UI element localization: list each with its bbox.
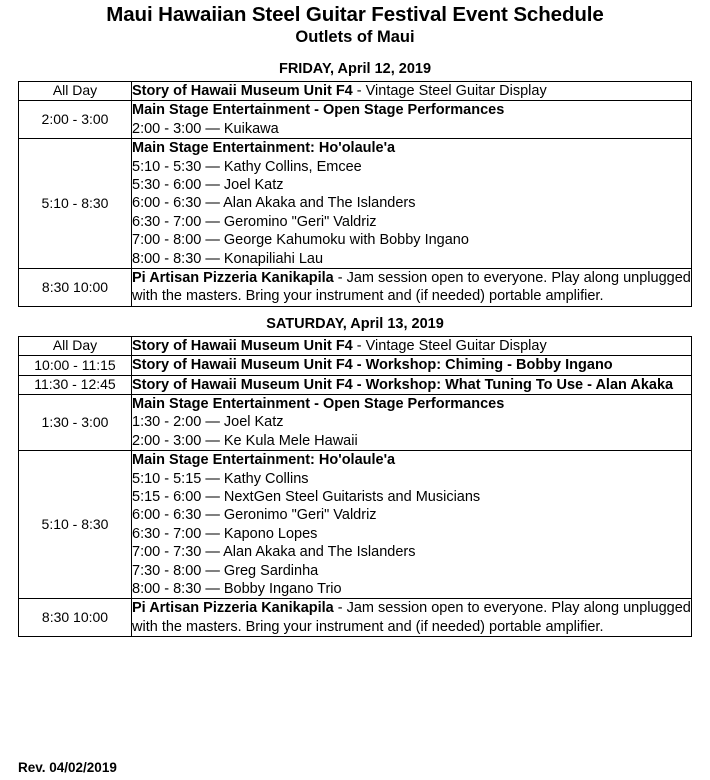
event-title: Main Stage Entertainment: Ho'olaule'a — [132, 140, 396, 157]
event-slot-line: 7:00 - 8:00 — George Kahumoku with Bobby Ingano — [132, 232, 469, 249]
event-slot-line: 2:00 - 3:00 — Ke Kula Mele Hawaii — [132, 432, 358, 449]
event-title: Story of Hawaii Museum Unit F4 - Workshop: Chiming - Bobby Ingano — [132, 357, 613, 374]
event-detail-cell — [132, 268, 692, 306]
page-title: Maui Hawaiian Steel Guitar Festival Event Schedule — [106, 3, 604, 26]
event-detail-cell — [132, 81, 692, 100]
table-row — [19, 356, 692, 375]
event-slot-line: 6:30 - 7:00 — Kapono Lopes — [132, 525, 318, 542]
event-detail-cell — [132, 336, 692, 355]
event-detail-cell — [132, 375, 692, 394]
table-row — [19, 451, 692, 599]
event-time-cell: 2:00 - 3:00 — [19, 101, 132, 139]
day-header: SATURDAY, April 13, 2019 — [266, 315, 444, 332]
event-slot-line: 1:30 - 2:00 — Joel Katz — [132, 414, 284, 431]
event-time-cell: All Day — [19, 81, 132, 100]
event-time-cell: 5:10 - 8:30 — [19, 451, 132, 599]
event-title: Story of Hawaii Museum Unit F4 — [132, 337, 353, 354]
event-title: Main Stage Entertainment - Open Stage Performances — [132, 396, 505, 413]
event-title-line — [132, 101, 691, 119]
event-slot-line: 5:10 - 5:15 — Kathy Collins — [132, 470, 309, 487]
event-slot-line: 2:00 - 3:00 — Kuikawa — [132, 120, 279, 137]
revision-note: Rev. 04/02/2019 — [18, 760, 117, 775]
event-detail-cell — [132, 356, 692, 375]
event-title: Pi Artisan Pizzeria Kanikapila — [132, 600, 334, 617]
event-detail-cell — [132, 139, 692, 269]
table-row — [19, 81, 692, 100]
event-description: - Jam session open to everyone. Play along unplugged with the masters. Bring your instrument and (if needed) portable amplifier. — [132, 600, 691, 635]
event-slot-line: 6:30 - 7:00 — Geromino "Geri" Valdriz — [132, 213, 377, 230]
event-time-cell: 10:00 - 11:15 — [19, 356, 132, 375]
event-detail-cell — [132, 451, 692, 599]
event-title-line — [132, 269, 691, 306]
event-description: - Vintage Steel Guitar Display — [352, 82, 547, 99]
table-row — [19, 139, 692, 269]
event-description: - Vintage Steel Guitar Display — [352, 337, 547, 354]
event-title-line — [132, 376, 691, 394]
event-title-line — [132, 599, 691, 636]
event-detail-cell — [132, 101, 692, 139]
event-time-cell: 1:30 - 3:00 — [19, 395, 132, 451]
table-row — [19, 395, 692, 451]
event-title-line — [132, 356, 691, 374]
event-description: - Jam session open to everyone. Play along unplugged with the masters. Bring your instrument and (if needed) portable amplifier. — [132, 269, 691, 305]
event-time-cell: All Day — [19, 336, 132, 355]
event-title-line — [132, 139, 691, 157]
event-title: Pi Artisan Pizzeria Kanikapila — [132, 269, 334, 286]
table-row — [19, 599, 692, 637]
event-slot-line: 5:15 - 6:00 — NextGen Steel Guitarists and Musicians — [132, 489, 481, 506]
day-header: FRIDAY, April 12, 2019 — [278, 60, 432, 77]
event-slot-line: 5:30 - 6:00 — Joel Katz — [132, 176, 284, 193]
event-slot-line: 7:30 - 8:00 — Greg Sardinha — [132, 562, 319, 579]
event-detail-cell — [132, 599, 692, 637]
table-row — [19, 336, 692, 355]
table-row — [19, 101, 692, 139]
event-time-cell: 8:30 10:00 — [19, 599, 132, 637]
event-title: Main Stage Entertainment: Ho'olaule'a — [132, 452, 396, 469]
event-title-line — [132, 82, 691, 100]
schedule-table — [18, 336, 692, 638]
event-title: Story of Hawaii Museum Unit F4 - Workshop: What Tuning To Use - Alan Akaka — [132, 376, 674, 393]
event-detail-cell — [132, 395, 692, 451]
event-slot-line: 6:00 - 6:30 — Alan Akaka and The Islanders — [132, 195, 416, 212]
event-title: Story of Hawaii Museum Unit F4 — [132, 82, 353, 99]
schedule-table — [18, 81, 692, 307]
event-time-cell: 5:10 - 8:30 — [19, 139, 132, 269]
event-slot-line: 8:00 - 8:30 — Bobby Ingano Trio — [132, 581, 342, 598]
event-title-line — [132, 451, 691, 469]
page-subtitle: Outlets of Maui — [295, 27, 415, 46]
event-title-line — [132, 395, 691, 413]
event-slot-line: 7:00 - 7:30 — Alan Akaka and The Islanders — [132, 544, 416, 561]
event-title-line — [132, 337, 691, 355]
table-row — [19, 268, 692, 306]
event-slot-line: 6:00 - 6:30 — Geronimo "Geri" Valdriz — [132, 507, 377, 524]
schedule-days — [18, 61, 692, 637]
event-title: Main Stage Entertainment - Open Stage Performances — [132, 102, 505, 119]
event-slot-line: 8:00 - 8:30 — Konapiliahi Lau — [132, 250, 324, 267]
table-row — [19, 375, 692, 394]
event-slot-line: 5:10 - 5:30 — Kathy Collins, Emcee — [132, 158, 362, 175]
event-time-cell: 8:30 10:00 — [19, 268, 132, 306]
event-time-cell: 11:30 - 12:45 — [19, 375, 132, 394]
